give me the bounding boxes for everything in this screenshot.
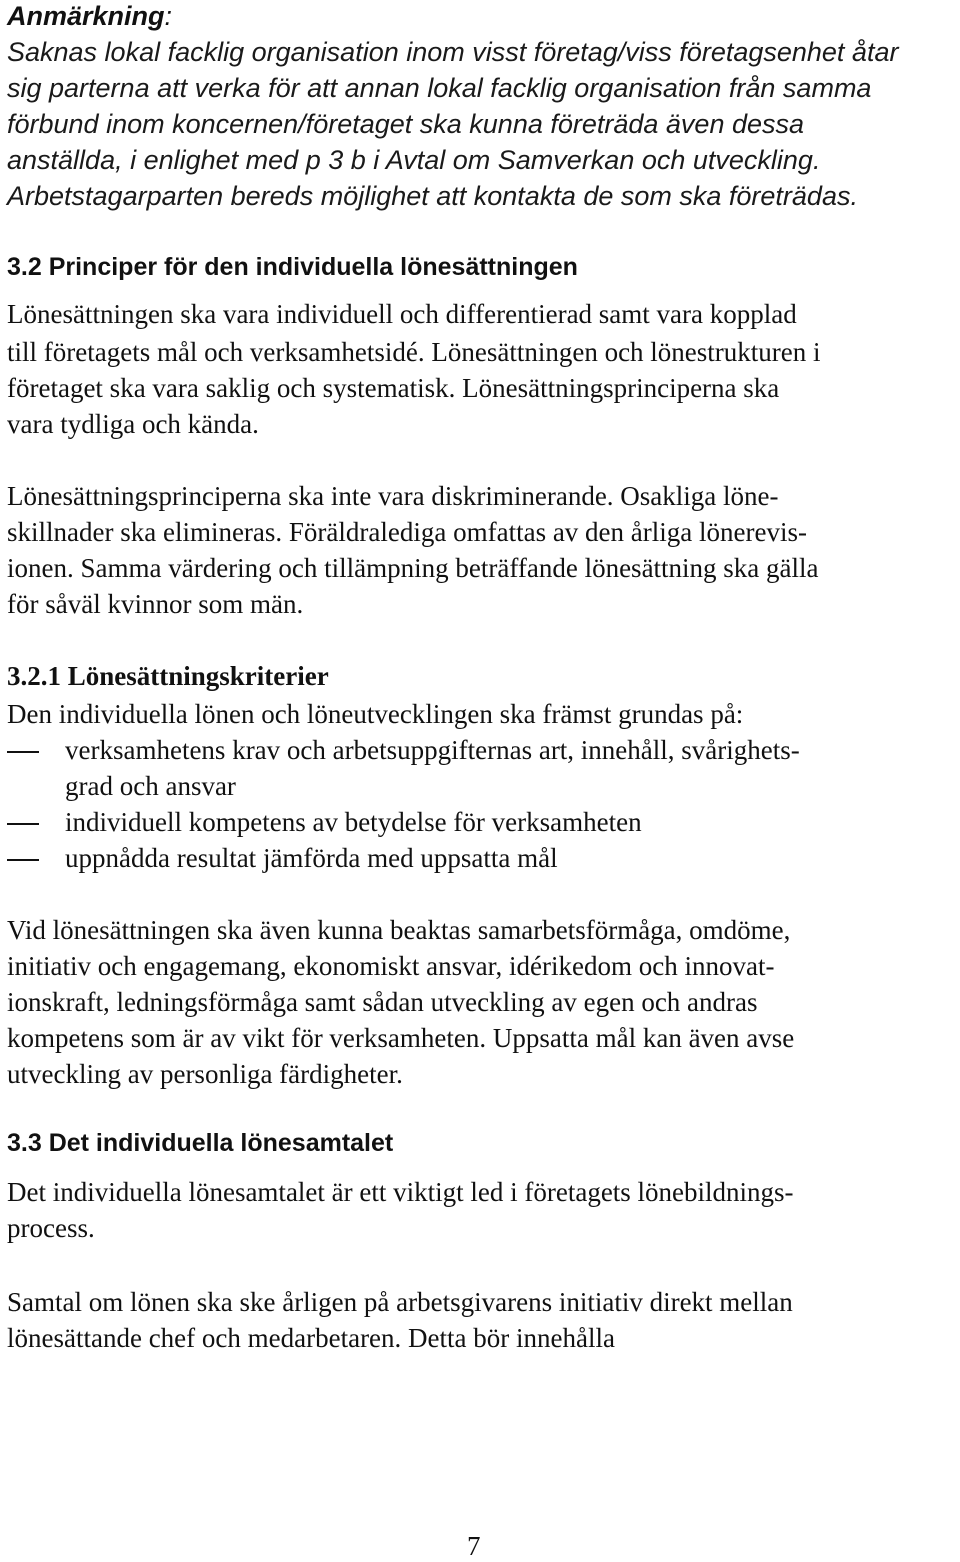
paragraph-line: Lönesättningen ska vara individuell och differentierad samt vara kopplad bbox=[7, 299, 797, 329]
note-line: sig parterna att verka för att annan lokal facklig organisation från samma bbox=[7, 73, 872, 103]
paragraph-line: initiativ och engagemang, ekonomiskt ansvar, idérikedom och innovat- bbox=[7, 951, 775, 981]
paragraph-line: Samtal om lönen ska ske årligen på arbetsgivarens initiativ direkt mellan bbox=[7, 1287, 793, 1317]
paragraph-line: för såväl kvinnor som män. bbox=[7, 589, 304, 619]
paragraph-line: utveckling av personliga färdigheter. bbox=[7, 1059, 403, 1089]
paragraph-line: process. bbox=[7, 1213, 95, 1243]
section-heading-3-3: 3.3 Det individuella lönesamtalet bbox=[7, 1129, 394, 1157]
paragraph-line: ionen. Samma värdering och tillämpning beträffande lönesättning ska gälla bbox=[7, 553, 819, 583]
paragraph-line: lönesättande chef och medarbetaren. Detta bör innehålla bbox=[7, 1323, 615, 1353]
bullet-item-continuation: grad och ansvar bbox=[65, 771, 236, 801]
note-title bbox=[7, 0, 172, 32]
bullet-item: individuell kompetens av betydelse för verksamheten bbox=[65, 807, 642, 837]
paragraph-line: kompetens som är av vikt för verksamheten. Uppsatta mål kan även avse bbox=[7, 1023, 795, 1053]
dash-bullet-icon bbox=[7, 751, 39, 753]
dash-bullet-icon bbox=[7, 859, 39, 861]
paragraph-line: Det individuella lönesamtalet är ett viktigt led i företagets lönebildnings- bbox=[7, 1177, 794, 1207]
note-line: Arbetstagarparten bereds möjlighet att kontakta de som ska företrädas. bbox=[7, 181, 858, 211]
page-number: 7 bbox=[467, 1531, 481, 1561]
note-line: Saknas lokal facklig organisation inom visst företag/viss företagsenhet åtar bbox=[7, 37, 899, 67]
note-title-colon: : bbox=[164, 1, 173, 31]
paragraph-line: Vid lönesättningen ska även kunna beaktas samarbetsförmåga, omdöme, bbox=[7, 915, 791, 945]
note-line: förbund inom koncernen/företaget ska kunna företräda även dessa bbox=[7, 109, 805, 139]
paragraph-line: till företagets mål och verksamhetsidé. Lönesättningen och lönestrukturen i bbox=[7, 337, 821, 367]
bullet-item: uppnådda resultat jämförda med uppsatta mål bbox=[65, 843, 558, 873]
paragraph-line: företaget ska vara saklig och systematisk. Lönesättningsprinciperna ska bbox=[7, 373, 780, 403]
paragraph-line: vara tydliga och kända. bbox=[7, 409, 259, 439]
section-heading-3-2: 3.2 Principer för den individuella lönesättningen bbox=[7, 253, 578, 281]
note-title-text: Anmärkning bbox=[7, 1, 165, 31]
section-heading-3-2-1: 3.2.1 Lönesättningskriterier bbox=[7, 661, 329, 691]
note-line: anställda, i enlighet med p 3 b i Avtal om Samverkan och utveckling. bbox=[7, 145, 821, 175]
paragraph-line: Lönesättningsprinciperna ska inte vara diskriminerande. Osakliga löne- bbox=[7, 481, 779, 511]
paragraph-line: ionskraft, ledningsförmåga samt sådan utveckling av egen och andras bbox=[7, 987, 758, 1017]
paragraph-line: skillnader ska elimineras. Föräldralediga omfattas av den årliga lönerevis- bbox=[7, 517, 807, 547]
bullet-item: verksamhetens krav och arbetsuppgifternas art, innehåll, svårighets- bbox=[65, 735, 800, 765]
dash-bullet-icon bbox=[7, 823, 39, 825]
intro-line: Den individuella lönen och löneutvecklingen ska främst grundas på: bbox=[7, 699, 744, 729]
